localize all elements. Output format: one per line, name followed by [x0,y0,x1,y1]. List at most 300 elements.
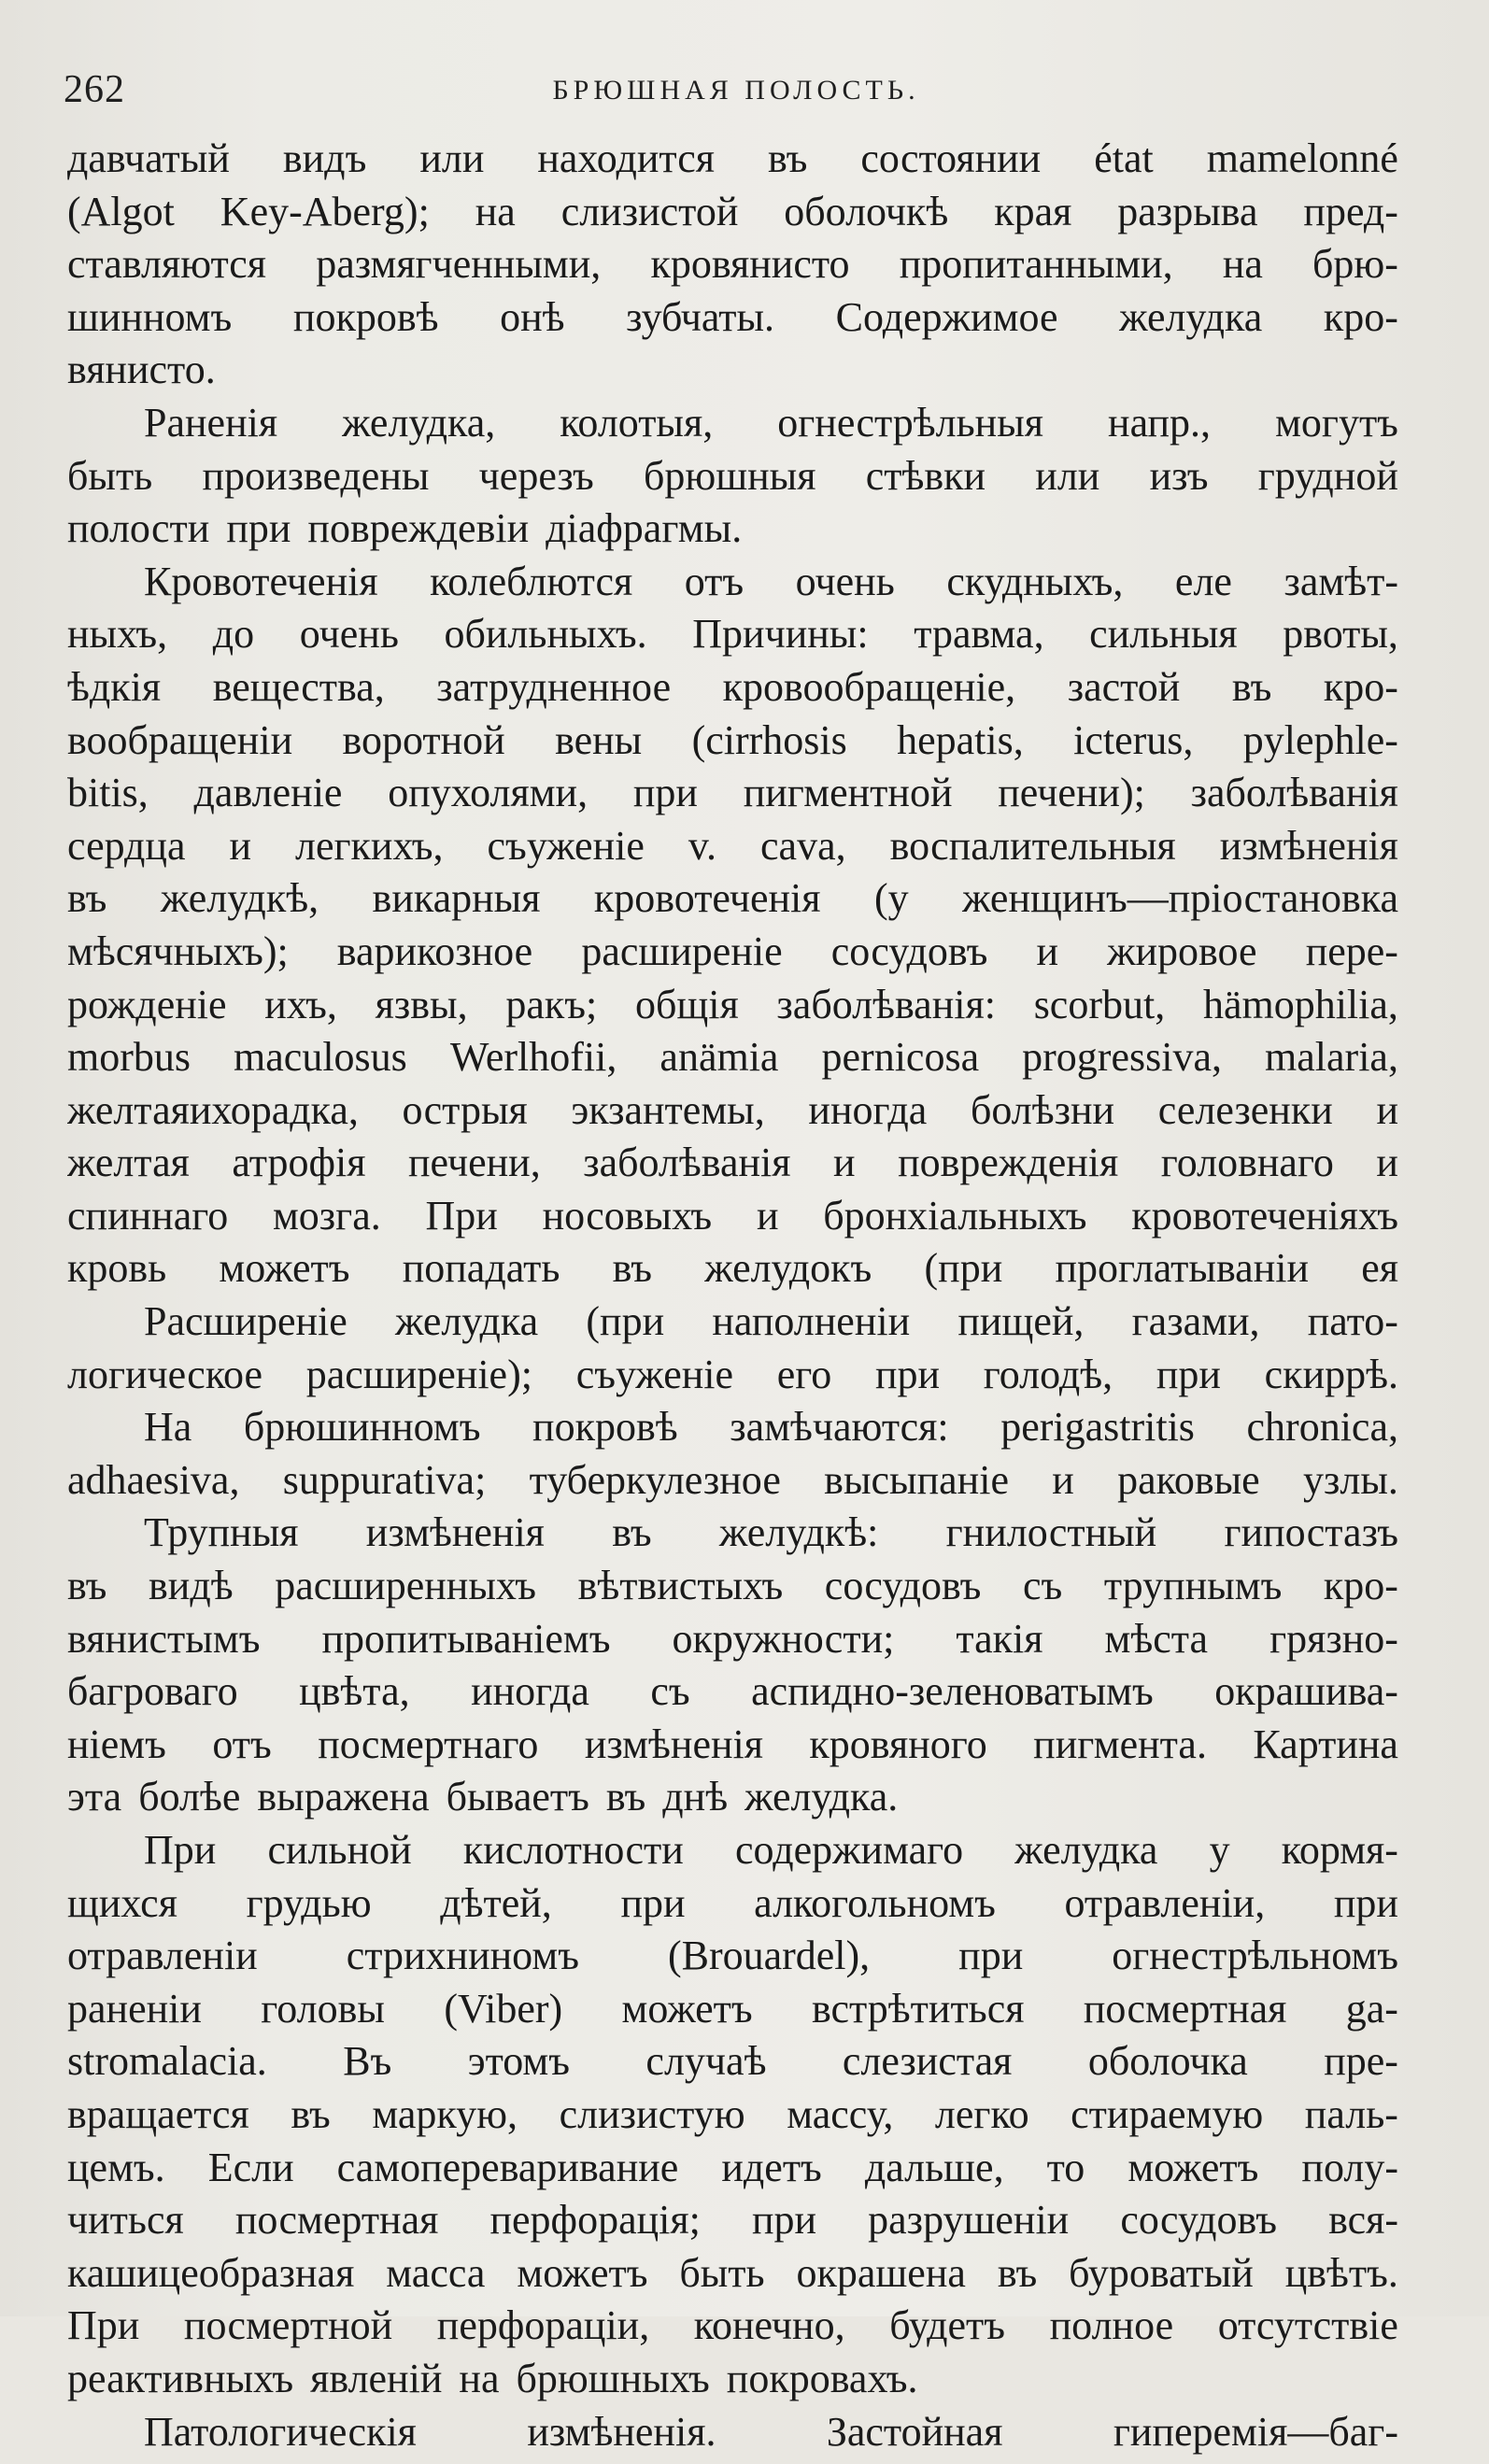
word: отравленіи, [1064,1882,1266,1926]
word: трупнымъ [1103,1565,1283,1609]
word: видѣ [149,1565,234,1609]
word: эта [67,1777,122,1820]
word: При [425,1195,498,1239]
word: заболѣванія: [776,984,996,1027]
word: можетъ [621,1988,753,2032]
word: Если [207,2146,294,2190]
word: брюшинномъ [243,1407,481,1451]
word: колотыя, [560,402,714,446]
word: воспалительныя [889,825,1176,869]
word: черезъ [478,455,594,499]
word: гипостазъ [1224,1512,1398,1556]
word: ставляются [67,244,267,288]
word: затрудненное [436,666,672,710]
text-line [67,1248,1398,1301]
word: края [994,191,1072,234]
text-line [67,1619,1398,1672]
word: покровѣ [292,296,439,340]
word: отсутствіе [1217,2305,1398,2349]
word: острыя [402,1089,528,1133]
word: давчатый [67,138,230,181]
word: очень [299,614,399,658]
word: въ [67,878,107,922]
text-line [67,2041,1398,2094]
word: сосудовъ [830,930,988,974]
word: бываетъ [446,1777,589,1820]
word: повреждевіи [307,508,530,552]
word: и [1036,930,1058,974]
word: явленій [310,2358,443,2401]
text-line [67,2147,1398,2201]
word: газами, [1131,1301,1260,1345]
word: желудка [1014,1830,1158,1873]
word: рвоты, [1283,614,1398,658]
word: пере- [1305,930,1398,974]
text-line [67,1989,1398,2042]
word: желудкѣ: [718,1512,879,1556]
word: брюшныхъ [516,2358,710,2401]
word: багроваго [67,1671,238,1715]
word: На [144,1407,192,1451]
word: бронхіальныхъ [823,1195,1087,1239]
word: pernicosa [821,1037,980,1081]
word: паль- [1304,2093,1398,2137]
word: быть [67,455,153,499]
word: кровообращеніе, [722,666,1016,710]
word: hämophilia, [1202,984,1398,1027]
text-line [67,2094,1398,2147]
word: malaria, [1265,1037,1398,1081]
text-line [67,1671,1398,1724]
word: при [874,1353,941,1397]
word: узлы. [1303,1459,1398,1503]
word: аспидно-зеленоватымъ [751,1671,1154,1715]
word: желтаяихорадка, [67,1089,359,1133]
word: въ [605,1777,646,1820]
word: пропитываніемъ [321,1618,611,1662]
text-line [67,1460,1398,1513]
word: раненіи [67,1988,202,2032]
word: кормя- [1281,1830,1398,1873]
word: перфорація; [489,2200,701,2244]
word: на [459,2358,500,2401]
word: окружности; [672,1618,895,1662]
word: Расширеніе [144,1301,347,1345]
word: селезенки [1157,1089,1333,1133]
word: легко [934,2093,1029,2137]
text-line [67,191,1398,245]
word: видъ [282,138,367,181]
word: находится [537,138,715,181]
word: пигмента. [1033,1723,1207,1767]
word: могутъ [1275,402,1398,446]
word: пигментной [743,772,953,816]
word: въ [612,1512,652,1556]
word: посмертнаго [318,1723,539,1767]
word: попадать [402,1248,560,1292]
text-line [67,1037,1398,1090]
word: на [1222,244,1263,288]
text-line [67,878,1398,931]
word: разрушеніи [868,2200,1070,2244]
word: вянисто. [67,349,216,393]
word: носовыхъ [542,1195,713,1239]
word: кровь [67,1248,167,1292]
word: на [475,191,516,234]
word: состоянии [860,138,1042,181]
text-line [67,772,1398,826]
word: кашицеобразная [67,2252,355,2296]
word: suppurativa; [282,1459,487,1503]
word: Key-Aberg); [220,191,430,234]
word: слизистую [559,2093,745,2137]
word: самопереваривание [336,2146,679,2190]
word: полости [67,508,210,552]
word: ніемъ [67,1723,166,1767]
word: въ [612,1248,653,1292]
text-line [67,1354,1398,1408]
text-line [67,2305,1398,2358]
page-header [64,58,1409,114]
paragraph-start-line [67,1301,1398,1354]
text-line [67,614,1398,667]
word: пато- [1307,1301,1398,1345]
word: и [1376,1089,1398,1133]
word: заболѣванія [1190,772,1398,816]
word: При [144,1830,217,1873]
word: пред- [1303,191,1398,234]
word: или [1035,455,1100,499]
word: щихся [67,1882,177,1926]
word: отравленіи [67,1935,258,1979]
word: гнилостный [945,1512,1157,1556]
word: при [226,508,291,552]
word: Трупныя [144,1512,299,1556]
word: вены [555,719,643,763]
text-line [67,1883,1398,1936]
text-line [67,244,1398,297]
word: воротной [342,719,505,763]
paragraph-start-line [67,403,1398,456]
word: anämia [659,1037,779,1081]
word: иногда [471,1671,589,1715]
word: измѣненія [1219,825,1398,869]
word: вещества, [212,666,385,710]
word: или [419,138,485,181]
word: желудка, [342,402,496,446]
word: массу, [787,2093,894,2137]
word: покровахъ. [726,2358,918,2401]
word: расширенныхъ [275,1565,536,1609]
word: посмертная [234,2200,439,2244]
word: измѣненія [365,1512,545,1556]
word: читься [67,2200,184,2244]
word: Патологическія [144,2411,417,2455]
word: сосудовъ [1120,2200,1277,2244]
word: гиперемія—баг- [1113,2411,1398,2455]
word: Кровотеченія [144,560,378,604]
word: желтая [67,1142,190,1186]
word: стрихниномъ [346,1935,579,1979]
word: при [632,772,698,816]
word: кровотеченіяхъ [1131,1195,1398,1239]
word: можетъ [1127,2146,1259,2190]
word: Въ [343,2041,392,2085]
word: буроватый [1069,2252,1254,2296]
word: содержимаго [734,1830,964,1873]
word: и [756,1195,779,1239]
word: онѣ [500,296,565,340]
word: мозга. [272,1195,381,1239]
word: измѣненія [584,1723,763,1767]
word: полное [1049,2305,1174,2349]
text-line [67,349,1398,403]
text-line [67,984,1398,1038]
word: опухолями, [388,772,589,816]
word: женщинъ—пріостановка [962,878,1398,922]
word: зубчаты. [626,296,775,340]
word: изъ [1149,455,1209,499]
word: викарныя [372,878,541,922]
word: съуженіе [575,1353,734,1397]
word: и [833,1142,856,1186]
word: perigastritis [1000,1407,1195,1451]
word: грудью [246,1882,372,1926]
word: желудкѣ, [160,878,319,922]
word: иногда [808,1089,928,1133]
word: (Algot [67,191,175,234]
word: днѣ [662,1777,729,1820]
word: язвы, [375,984,468,1027]
word: цемъ. [67,2146,165,2190]
word: будетъ [889,2305,1006,2349]
paragraph-start-line [67,1830,1398,1883]
word: діафрагмы. [546,508,743,552]
text-line [67,1142,1398,1196]
word: печени); [998,772,1145,816]
word: идетъ [721,2146,822,2190]
word: колеблются [430,560,633,604]
word: скиррѣ. [1264,1353,1398,1397]
word: желудка. [744,1777,899,1820]
word: стѣвки [865,455,986,499]
word: брю- [1312,244,1398,288]
word: v. [688,825,717,869]
word: при [958,1935,1024,1979]
word: état [1094,138,1154,181]
word: еле [1174,560,1232,604]
text-line [67,1565,1398,1619]
word: и [1052,1459,1074,1503]
word: травма, [914,614,1044,658]
word: мѣста [1104,1618,1209,1662]
word: ѣдкія [67,666,162,710]
word: при [1156,1353,1221,1397]
word: желудка [1119,296,1263,340]
text-line [67,508,1398,561]
word: При [67,2305,140,2349]
word: Картина [1253,1723,1398,1767]
word: въ [67,1565,107,1609]
word: вращается [67,2093,249,2137]
word: bitis, [67,772,149,816]
word: progressiva, [1022,1037,1222,1081]
word: брюшныя [643,455,816,499]
word: въ [997,2252,1038,2296]
text-line [67,931,1398,984]
word: (Viber) [444,1988,563,2032]
word: голодѣ, [983,1353,1113,1397]
word: ея [1361,1248,1398,1292]
word: отъ [684,560,744,604]
word: (Brouardel), [667,1935,871,1979]
word: вянистымъ [67,1618,261,1662]
word: размягченными, [316,244,602,288]
word: Раненія [144,402,278,446]
word: кровяного [809,1723,987,1767]
word: maculosus [234,1037,407,1081]
word: съ [1023,1565,1063,1609]
word: оболочка [1087,2041,1248,2085]
word: въ [291,2093,331,2137]
word: hepatis, [897,719,1024,763]
word: общія [634,984,739,1027]
word: оболочкѣ [784,191,949,234]
word: окрашива- [1214,1671,1398,1715]
text-line [67,2253,1398,2306]
word: morbus [67,1037,191,1081]
word: реактивныхъ [67,2358,294,2401]
word: обильныхъ. [444,614,647,658]
paragraph-start-line [67,1407,1398,1460]
word: (у [873,878,909,922]
text-line [67,138,1398,191]
word: рожденіе [67,984,227,1027]
word: алкогольномъ [754,1882,996,1926]
page-number: 262 [64,68,125,111]
word: слизистой [560,191,739,234]
word: случаѣ [645,2041,767,2085]
word: высыпаніе [824,1459,1009,1503]
word: stromalacia. [67,2041,267,2085]
paragraph-start-line [67,561,1398,615]
word: атрофія [232,1142,366,1186]
word: жировое [1107,930,1257,974]
word: огнестрѣльныя [777,402,1044,446]
word: очень [795,560,895,604]
word: экзантемы, [571,1089,765,1133]
word: съуженіе [487,825,645,869]
text-line [67,1090,1398,1143]
word: измѣненія. [527,2411,716,2455]
word: покровѣ [532,1407,678,1451]
word: можетъ [517,2252,648,2296]
word: головнаго [1160,1142,1334,1186]
word: окрашена [796,2252,966,2296]
word: печени, [407,1142,541,1186]
word: конечно, [693,2305,845,2349]
text-line [67,2200,1398,2253]
text-line [67,456,1398,509]
word: слезистая [842,2041,1013,2085]
word: кро- [1323,1565,1398,1609]
word: chronica, [1246,1407,1398,1451]
word: и [1376,1142,1398,1186]
running-title: БРЮШНАЯ ПОЛОСТЬ. [552,75,920,106]
word: выражена [257,1777,430,1820]
word: въ [1231,666,1272,710]
word: посмертной [183,2305,393,2349]
text-line [67,1935,1398,1989]
word: съ [650,1671,690,1715]
word: его [776,1353,832,1397]
text-line [67,2358,1398,2412]
word: пре- [1324,2041,1398,2085]
word: до [212,614,255,658]
word: Werlhofii, [449,1037,617,1081]
word: замѣчаются: [730,1407,949,1451]
word: туберкулезное [529,1459,781,1503]
word: скудныхъ, [946,560,1124,604]
word: разрыва [1117,191,1258,234]
word: шинномъ [67,296,233,340]
word: дѣтей, [440,1882,552,1926]
word: легкихъ, [295,825,444,869]
margin-mark [1412,1112,1422,1121]
word: то [1046,2146,1085,2190]
word: кро- [1323,296,1398,340]
word: можетъ [219,1248,350,1292]
word: Застойная [826,2411,1003,2455]
word: спиннаго [67,1195,229,1239]
word: ракъ; [505,984,598,1027]
text-body [67,138,1398,2464]
word: кислотности [462,1830,684,1873]
word: Содержимое [835,296,1058,340]
word: стираемую [1071,2093,1264,2137]
word: при [751,2200,817,2244]
word: застой [1067,666,1181,710]
word: цвѣтъ. [1284,2252,1398,2296]
text-line [67,667,1398,720]
word: пропитанными, [899,244,1173,288]
word: кровянисто [650,244,850,288]
word: наполненіи [712,1301,911,1345]
word: отъ [212,1723,272,1767]
word: заболѣванія [583,1142,791,1186]
word: огнестрѣльномъ [1112,1935,1398,1979]
word: желудка [395,1301,539,1345]
text-line [67,297,1398,350]
word: сильныя [1089,614,1238,658]
text-line [67,826,1398,879]
word: масса [386,2252,486,2296]
word: cava, [760,825,846,869]
word: въ [767,138,808,181]
word: проглатываніи [1055,1248,1310,1292]
word: грязно- [1269,1618,1398,1662]
word: вообращеніи [67,719,293,763]
word: mamelonné [1206,138,1398,181]
text-line [67,720,1398,773]
word: произведены [202,455,430,499]
word: логическое [67,1353,263,1397]
word: напр., [1108,402,1212,446]
word: полу- [1301,2146,1398,2190]
word: болѣе [138,1777,241,1820]
word: Причины: [692,614,869,658]
word: icterus, [1073,719,1194,763]
